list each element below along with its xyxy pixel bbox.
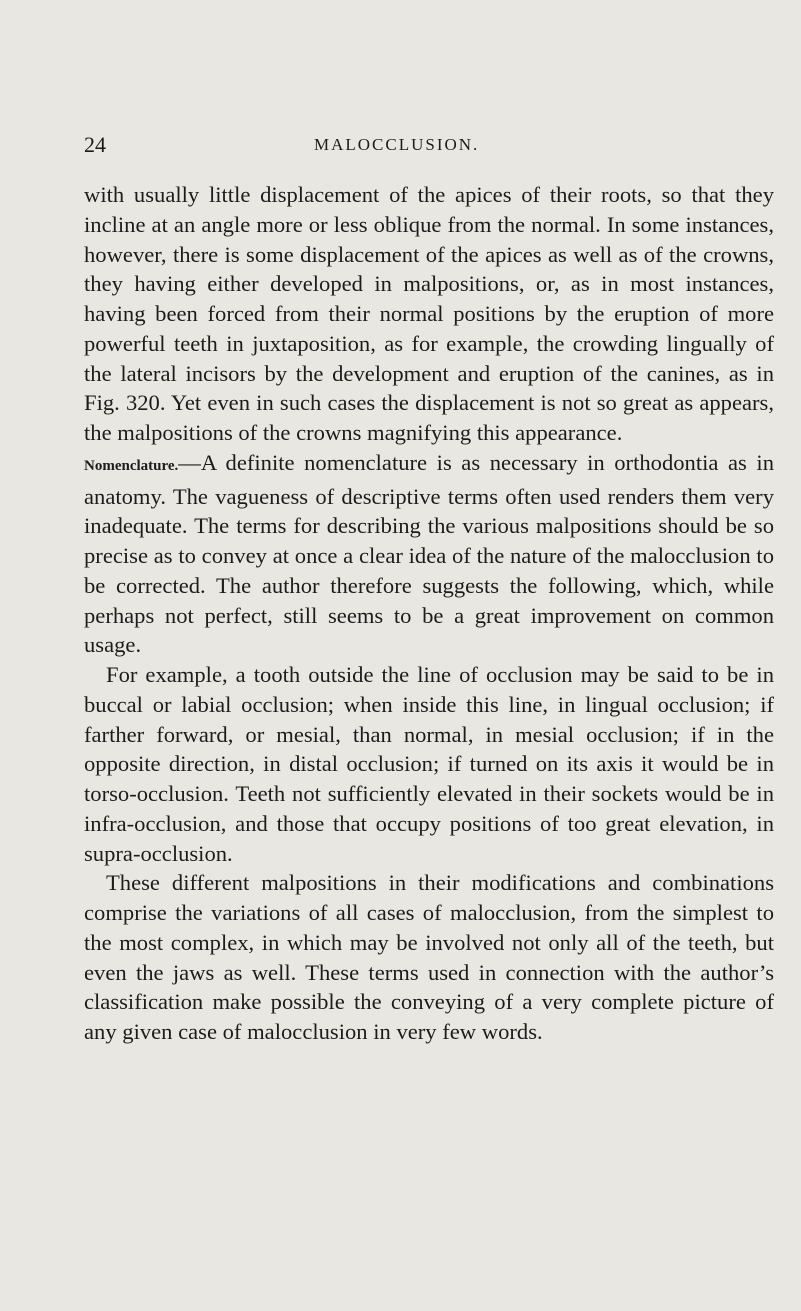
paragraph-continuation [84,180,774,448]
body-text [84,180,774,1047]
paragraph-text: —A definite nomenclature is as necessary in orthodontia as in anatomy. The vagueness of descriptive terms often used renders them very inadequate. The terms for describing the various malpositions should be so precise as to convey at once a clear idea of the nature of the malocclusion to be corrected. The author therefore suggests the following, which, while perhaps not perfect, still seems to be a great improvement on common usage. [84,449,774,658]
page-number: 24 [84,132,106,157]
section-heading: Nomenclature. [84,457,179,474]
running-head: MALOCCLUSION. [314,135,480,154]
paragraph-text: For example, a tooth outside the line of occlusion may be said to be in buccal or labial occlusion; when inside this line, in lingual occlusion; if farther forward, or mesial, than normal, in mesial occlusion; if in the opposite direction, in distal occlusion; if turned on its axis it would be in torso-occlusion. Teeth not sufficiently elevated in their sockets would be in infra-occlusion, and those that occupy positions of too great elevation, in supra-occlusion. [84,662,774,866]
page-header [84,132,761,162]
paragraph-combinations [84,868,774,1047]
paragraph-text: with usually little displacement of the apices of their roots, so that they incline at an angle more or less oblique from the normal. In some instances, however, there is some displacement of the apices as well as of the crowns, they having either developed in malpositions, or, as in most instances, having been forced from their normal positions by the eruption of more powerful teeth in juxtaposition, as for example, the crowding lingually of the lateral incisors by the development and eruption of the canines, as in Fig. 320. Yet even in such cases the displacement is not so great as appears, the malpositions of the crowns magnifying this appearance. [84,182,774,445]
paragraph-text: These different malpositions in their modifications and combinations comprise the variations of all cases of malocclusion, from the simplest to the most complex, in which may be involved not only all of the teeth, but even the jaws as well. These terms used in connection with the author’s classification make possible the conveying of a very complete picture of any given case of malocclusion in very few words. [84,870,774,1044]
paragraph-nomenclature [84,448,774,660]
paragraph-example [84,660,774,868]
